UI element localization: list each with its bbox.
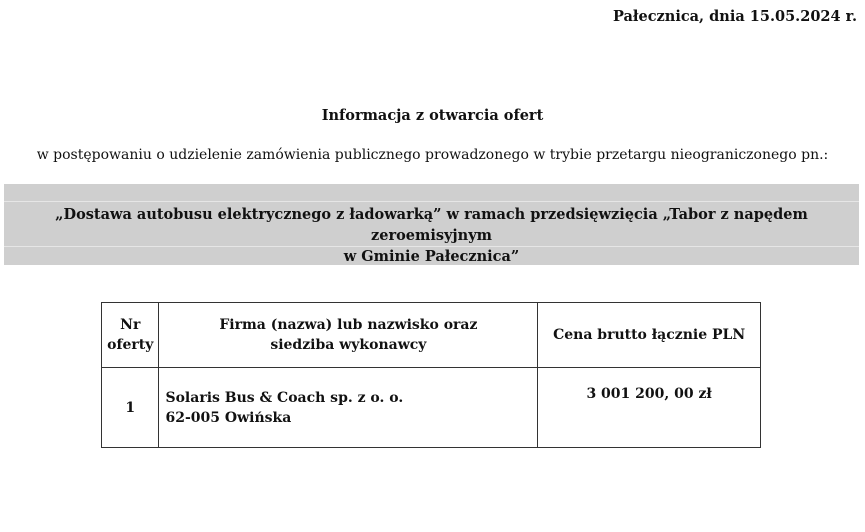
procurement-name-band bbox=[4, 184, 859, 265]
document-title: Informacja z otwarcia ofert bbox=[321, 107, 544, 124]
procurement-name bbox=[4, 204, 859, 267]
header-gross-price: Cena brutto łącznie PLN bbox=[538, 303, 761, 368]
offers-table bbox=[101, 302, 761, 448]
document-intro: w postępowaniu o udzielenie zamówienia publicznego prowadzonego w trybie przetargu nieograniczonego pn.: bbox=[36, 147, 829, 163]
table-row bbox=[102, 368, 761, 448]
header-contractor-line1: Firma (nazwa) lub nazwisko oraz bbox=[219, 317, 478, 333]
place-date: Pałecznica, dnia 15.05.2024 r. bbox=[613, 8, 857, 25]
band-divider-top bbox=[4, 201, 859, 202]
contractor bbox=[159, 368, 538, 448]
header-offer-number-line2: oferty bbox=[107, 337, 154, 353]
procurement-name-line1: „Dostawa autobusu elektrycznego z ładowarką” w ramach przedsięwzięcia „Tabor z napędem zeroemisyjnym bbox=[55, 206, 808, 244]
header-offer-number-line1: Nr bbox=[120, 317, 141, 333]
header-offer-number bbox=[102, 303, 159, 368]
header-contractor-line2: siedziba wykonawcy bbox=[270, 337, 427, 353]
contractor-name: Solaris Bus & Coach sp. z o. o. bbox=[165, 389, 404, 406]
gross-price: 3 001 200, 00 zł bbox=[538, 368, 761, 448]
offer-number: 1 bbox=[102, 368, 159, 448]
procurement-name-line2: w Gminie Pałecznica” bbox=[343, 248, 520, 265]
table-header-row bbox=[102, 303, 761, 368]
header-contractor bbox=[159, 303, 538, 368]
contractor-address: 62-005 Owińska bbox=[165, 409, 292, 426]
